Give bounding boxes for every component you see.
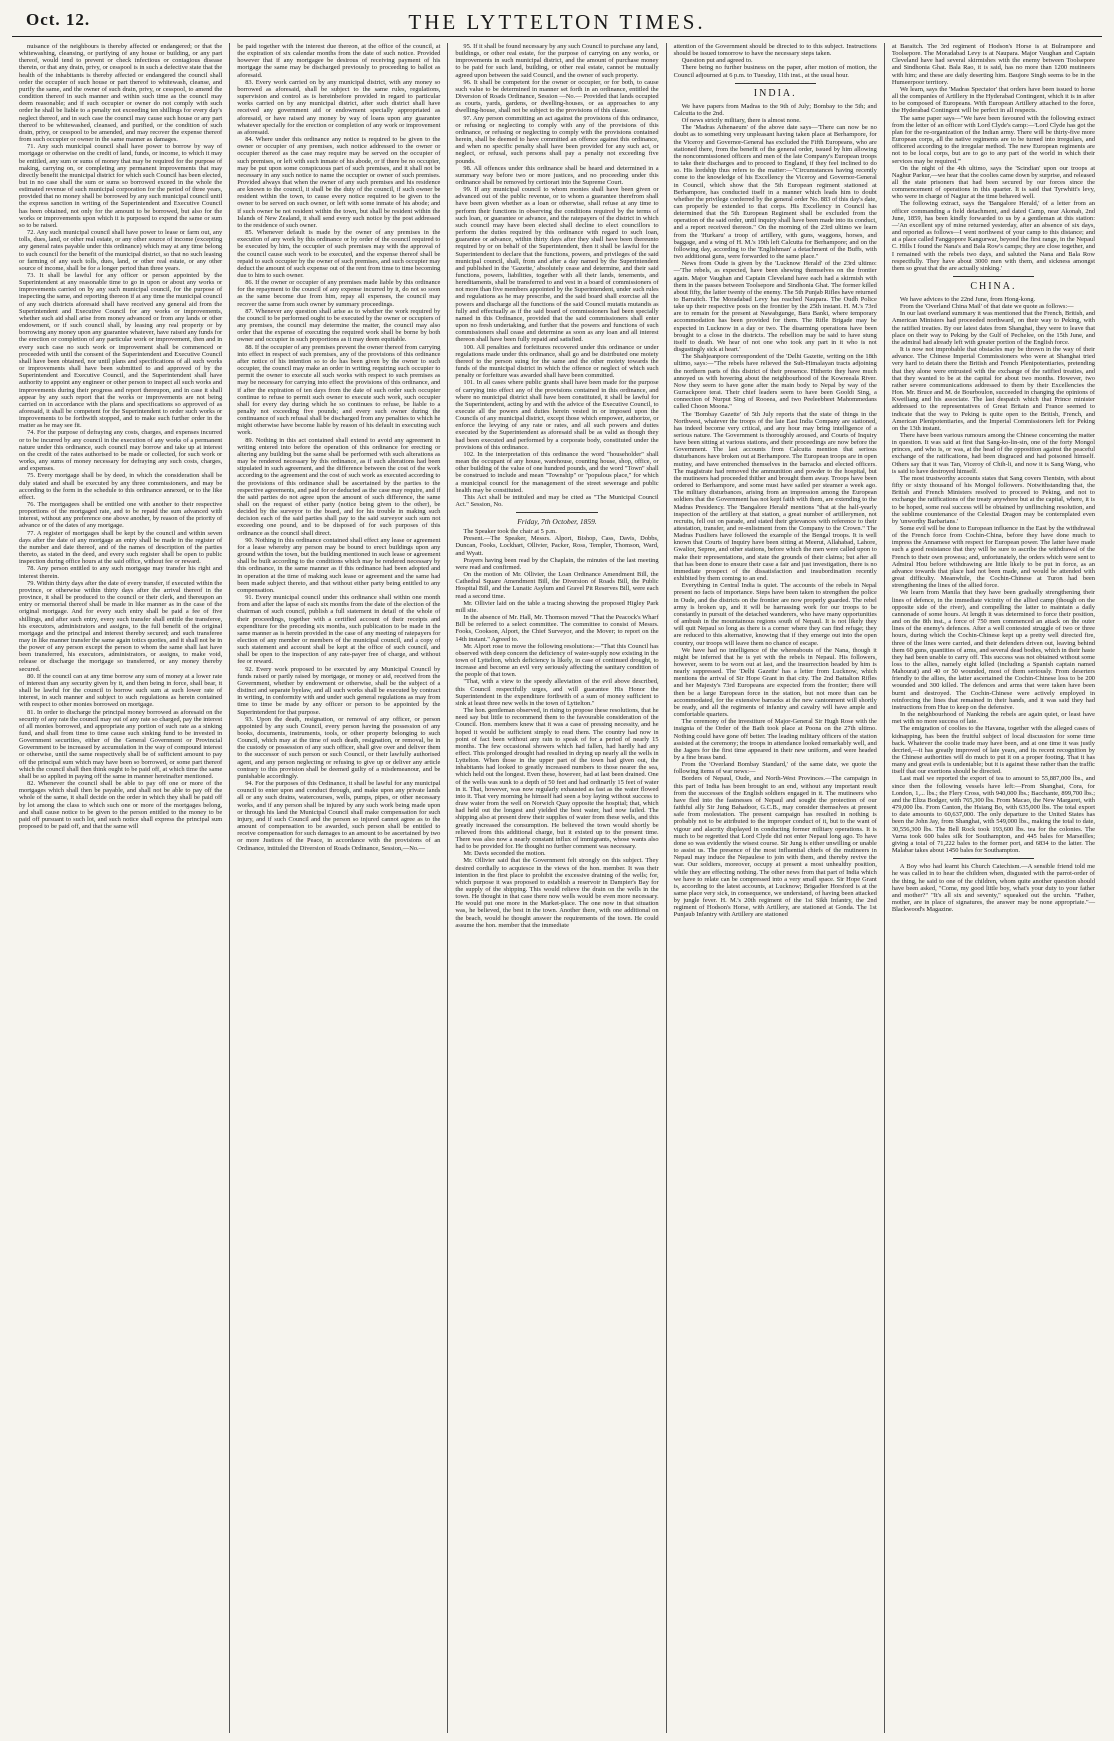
- article-paragraph: Of news strictly military, there is almost none.: [681, 117, 801, 125]
- article-paragraph: 79. Within thirty days after the date of every transfer, if executed within the province, or otherwise within thirty days after the arrival thereof in the province, it shall be produced to the council or their clerk, and thereupon an entry or memorial thereof shall be made in like manner as in the case of the original mortgage. And for every such entry shall be paid a fee of five shillings, and after such entry, every such transfer shall entitle the transferee, his executors, administrators and assigns, to the full benefit of the original mortgage and the principal and interest thereby secured; and such transferee may in like manner transfer the same again totics quoties, and it shall not be in the power of any person except the person to whom the same shall last have been transferred, his executors, administrators, or assigns, to make void, release or discharge the mortgage so transferred, or any money thereby secured.: [19, 579, 223, 673]
- article-paragraph: 84. Where under this ordinance any notice is required to be given to the owner or occupier of any premises, such notice addressed to the owner or occupier thereof as the case may require may be served on the occupier of such premises, or left with such inmate of his abode, or if there be no occupier, may be put upon some conspicuous part of such premises, and it shall not be necessary in any such notice to name the occupier or owner of such premises. Provided always that when the owner of any such premises and his residence are known to the council, it shall be the duty of the council, if such owner be resident within the town, to cause every notice required to be given to the owner to be served on such owner, or left with some inmate of his abode; and if such owner be not resident within the town, but shall be resident within the Islands of New Zealand, it shall send every such notice by the post addressed to the residence of such owner.: [237, 136, 441, 229]
- section-divider: [953, 276, 1034, 277]
- article-paragraph: 72. Any such municipal council shall have power to lease or farm out, any tolls, dues, land, or other real estate, or any other source of income (excepting any general rates payable under this ordinance) which may at any time belong to such council for the benefit of the municipal district, so that no such leasing or farming of any such tolls, dues, land, or other real estate, or any other source of income, shall be for a longer period than three years.: [19, 229, 223, 272]
- article-paragraph: Present.—The Speaker, Messrs. Alport, Bishop, Cass, Davis, Dobbs, Duncan, Fooks, Lockhart, Ollivier, Packer, Ross, Templer, Thomson, Ward, and Wyatt.: [455, 535, 659, 557]
- section-divider: [735, 83, 816, 84]
- columns: [12, 43, 1102, 1733]
- column-2: [230, 43, 448, 1733]
- column-1: [12, 43, 230, 1733]
- article-paragraph: 102. In the interpretation of this ordinance the word "householder" shall mean the occupant of any house, warehouse, counting house, shop, office, or other building of the value of one hundred pounds, and the word "Town" shall be construed to include and mean "Township" or "populous place," for which a municipal council for the management of the street sewerage and public health may be constituted.: [455, 450, 659, 494]
- article-paragraph: 91. Every municipal council under this ordinance shall within one month from and after the lapse of each six months from the date of the election of the chairman of such council, publish a full statement in detail of the whole of their proceedings, together with a certified account of their receipts and expenditure for the preceding six months, such publication to be made in the same manner as is herein provided in the case of any meeting of ratepayers for election of any member or members of the municipal council, and a copy of such statement and account shall be kept at the office of such council, and shall be open to the inspection of any rate-payer free of charge, and without fee or reward.: [237, 594, 441, 666]
- article-paragraph: We learn, says the 'Madras Spectator' that orders have been issued to horse all the companies of Artillery in the Hyderabad Contingent, which it is in after to be composed of Europeans. With European Artillery attached to the force, the Hyderabad Contingent will be perfect in all respects.: [891, 85, 1096, 115]
- article-paragraph: 81. In order to discharge the principal money borrowed as aforesaid on the security of any rate the council may out of any rate so charged, pay the interest of all monies borrowed, and appropriate any portion of such rate as a sinking fund, and shall from time to time cause such sinking fund to be invested in Government securities, either of the General Government or Provincial Government to be increased by accumulation in the way of compound interest or otherwise, until the same respectively shall be of sufficient amount to pay off the principal sum which may have been so borrowed, or some part thereof which the council shall then think ought to be paid off, at which time the same shall be so applied in paying off the same in manner hereinafter mentioned.: [19, 708, 223, 780]
- article-paragraph: We learn from Manila that they have been gradually strengthening their lines of defence, in the immediate vicinity of the allied camp (though on the opposite side of the river), and compelling the latter to maintain a daily cannonade of some hours. At length it was determined to force their position, and on the 8th inst., a force of 750 men commenced an attack on the outer lines of the enemy's defences. After a well contested struggle of two or three hours, during which the Cochin-Chinese kept up a pretty well directed fire, three of the lines were carried, and their defenders driven out, leaving behind them 60 guns, quantities of arms, and several dead bodies, which in their haste they had been unable to carry off. This success was not obtained without some loss to the allies, namely eight killed (including a Spanish captain named Mahourat) and 40 or 50 wounded, most of them seriously. From deserters friendly to the allies, the latter ascertained the Cochin-Chinese loss to be 200 wounded and 300 killed. The defences and arms that were taken have been burnt and destroyed. The Cochin-Chinese were actively employed in reinforcing the lines that remained in their hands, and it was said they had instructions from Hue to keep on the defensive.: [891, 589, 1096, 711]
- article-paragraph: Mr. Ollivier laid on the table a tracing showing the proposed Higley Park mill site.: [455, 599, 659, 614]
- article-paragraph: 85. Whenever default is made by the owner of any premises in the execution of any work by this ordinance or by order of the council required to be executed by him, the occupier of such premises may with the approval of the council cause such work to be executed, and the expense thereof shall be repaid to such occupier by the owner of such premises, and such occupier may deduct the amount of such expense out of the rent from time to time becoming due to him to such owner.: [237, 229, 441, 279]
- article-paragraph: 73. It shall be lawful for any officer or person appointed by the Superintendent at any reasonable time to go in upon or about any works or improvements carried on by any such municipal council, for the purpose of inspecting the same, and reporting thereon if at any time the municipal council of any such districts aforesaid shall have received any general aid from the Superintendent and Executive Council for any works or improvements, whether such aid shall arise from money advanced or from any lands or other endowment, or if such council shall, by leasing any real property or by borrowing any money upon any guarantee whatever, have raised any funds for the erection or completion of any particular work or improvement, then and in every such case no such work or improvement shall be commenced or proceeded with until the consent of the Superintendent and Executive Council shall have been obtained, nor until plans and specifications of all such works or improvements shall have been submitted to and approved of by the Superintendent and Executive Council, and the Superintendent shall have authority to appoint any engineer or other person to inspect all such works and improvements during their progress and report thereupon, and in case it shall appear by any such report that the works or improvements are not being carried on in accordance with the plans and specifications so approved of as aforesaid, it shall be competent for the Superintendent to order such works or improvements to be forthwith stopped, and to make such further order in the matter as he may see fit.: [19, 272, 223, 430]
- article-paragraph: There being no further business on the paper, after motion of motion, the Council adjourned at 6 p.m. to Tuesday, 11th inst., at the usual hour.: [673, 64, 877, 79]
- article-paragraph: Some evil will be done to European influence in the East by the withdrawal of the French force from Cochin-China, before they have done much to impress the Annamese with respect for European power. The latter have made such a good resistance that they will be sure to ascribe the withdrawal of the French to their own prowess; and, unfortunately, the orders which were sent to Admiral Hou before withdrawing are little likely to be put in force, as an advance towards that place had not been made, and would be attended with great difficulty. Meanwhile, the Cochin-Chinese at Turon had been strengthening the lines of the allied force.: [891, 525, 1096, 590]
- article-paragraph: 100. All penalties and forfeitures recovered under this ordinance or under regulations made under this ordinance, shall go and be distributed one moiety thereof to the person suing for the same and the other moiety towards the funds of the municipal district in which the offence or neglect of which such penalty or forfeiture was awarded shall have been committed.: [455, 343, 659, 380]
- article-paragraph: Mr. Davis seconded the motion.: [463, 850, 546, 858]
- article-paragraph: From the 'Overland China Mail' of that date we quote as follows:—: [899, 303, 1074, 311]
- article-paragraph: The following extract, says the 'Bangalore Herald,' of a letter from an officer commanding a field detachment, and dated Camp, near Akonah, 2nd June, 1859, has been kindly forwarded to us by a gentleman at this station:—'An excellent spy of mine returned yesterday, after an absence of six days, and reported as follows—I went northwest of your camp to this distance; and at a place called Fanggopore Kangurwar, beyond the first range, in the Nepaul C. Hills I found the Nana's and Bala Row's camps; they are close together, and I remained with the rebels two days, and saluted the Nana and Bala Row respectfully. They have about 3000 men with them, and sickness amongst them so great that the are actually sinking.': [891, 200, 1096, 272]
- article-paragraph: attention of the Government should be directed to to this subject. Instructions should be issued tomorrow to have the necessary steps taken.: [673, 43, 877, 58]
- article-paragraph: The Shahjeanpore correspondent of the 'Delhi Gazette, writing on the 18th ultimo, says:—"The rebels have relieved the Sub-Himalayan tracts adjoining the northern parts of this district of their presence. Hitherto they have much annoyed us with hovering about the neighbourhood of the Kowreeala River. Now they seem to have gone after the main body to Nepal by way of the Gurrackpore terai. Their chief leaders seem to have been Gooldi Sing, a connection of Nurput Sing of Rooeea, and two Peeleebheet Mahommedans called Choon Moona.": [673, 353, 877, 411]
- article-paragraph: The 'Madras Athenaeum' of the above date says—'There can now be no doubt as to something very unpleasant having taken place at Berhampore, for the Viceroy and Governor-General has excluded the Fifth Europeans, who are stationed there, from the benefit of the general order, issued by him allowing the noncommissioned officers and men of the late Company's European troops to take their discharges and to proceed to England, if they feel inclined to do so. His lordship thus refers to the matter:—"Circumstances having recently come to the knowledge of his Excellency the Viceroy and Governor-General in Council, which show that the 5th European regiment stationed at Berhampore, has conducted itself in a manner which leads him to doubt whether the privilege conferred by the general order No. 883 of this day's date, can properly be extended to that corps. His Excellency in Council has determined that the 5th European Regiment shall be excluded from the operation of the said order, until inquiry shall have been made into its conduct, and a report received thereon." On the morning of the 23rd ultimo we learn from the 'Hurkaru' a troop of artillery, with guns, waggons, horses, and baggage, and a wing of H. M.'s 19th left Calcutta for Berhampore; and on the following day, according to the 'Englishman' a detachment of the Buffs, with two additional guns, were forwarded to the same place.": [673, 124, 877, 261]
- article-paragraph: We have advices to the 22nd June, from Hong-kong.: [899, 296, 1036, 303]
- article-paragraph: In the absence of Mr. Hall, Mr. Thomson moved "That the Peacock's Wharf Bill be referred to a select committee. The committee to consist of Messrs. Fooks, Cookson, Alport, the Chief Surveyor, and the Mover; to report on the 14th instant." Agreed to.: [455, 614, 659, 643]
- section-heading: INDIA.: [753, 87, 797, 99]
- article-paragraph: A Boy who had learnt his Church Catechism.—A sensible friend told me he was called in to hear the children when, disgusted with the parrot-order of the thing, he said to one of the children, whom quite another question should have been asked, "Come, my good little boy, what's your duty to your father and mother?" "It's all six and seventy," squeaked out the urchin. "Father, mother, are in place of signatures, the answer may be none appropriate."—Blackwood's Magazine.: [891, 863, 1096, 914]
- article-paragraph: There have been various rumours among the Chinese concerning the matter in question. It was said at first that Sang-ko-lin-sin, one of the forty Mongol princes, and who is, or was, at the head of the opposition against the peaceful exchange of the ratifications, had been disgraced and had poisoned himself. Others say that it was Tan, Viceroy of Chih-li, and now it is Sang Wang, who is said to have destroyed himself.: [891, 431, 1096, 475]
- article-paragraph: We have papers from Madras to the 9th of July; Bombay to the 5th; and Calcutta to the 2nd.: [673, 102, 877, 117]
- article-paragraph: Last mail we reported the export of tea to amount to 55,887,000 lbs., and since then the following vessels have left:—From Shanghai, Cora, for London, 1,... lbs.; the Flery Cross, with 940,000 lbs.; Bacchante, 899,700 lbs.; and the Eliza Bodger, with 765,300 lbs. From Macao, the New Margaret, with 479,000 lbs. From Canton, the Hsiang Bo, with 635,000 lbs. The total export to date amounts to 60,637,000. The only departure to the United States has been the John Jay, from Shanghai, with 549,000 lbs., making the total to date, 30,556,300 lbs. The Bell Rock took 193,600 lbs. tea for the colonies. The Varna took 600 bales silk for Southampton, and 445 bales for Marseilles; giving a total of 71,222 bales to the former port, and 6834 to the latter. The Malabar takes about 1450 bales for Southampton.: [891, 775, 1096, 855]
- article-paragraph: 97. Any person committing an act against the provisions of this ordinance, or refusing or neglecting to comply with any of the provisions of this ordinance, or refusing or neglecting to comply with the provisions contained herein, shall be deemed to have committed an offence against this ordinance, and when no specific penalty shall have been provided for any such act, or neglect, or refusal, such persons shall pay a penalty not exceeding five pounds.: [455, 114, 659, 165]
- article-paragraph: Prayers having been read by the Chaplain, the minutes of the last meeting were read and confirmed.: [455, 556, 659, 571]
- article-paragraph: The Speaker took the chair at 5 p.m.: [463, 528, 557, 536]
- article-paragraph: 93. Upon the death, resignation, or removal of any officer, or person appointed by any such Council, every person having the possession of any books, documents, instruments, tools, or other property belonging to such Council, which may at the time of such death, resignation, or removal, be in the custody or possession of any such officer, shall give over and deliver them to the successor of such person or such Council, or their lawfully authorised agent, and any person neglecting or refusing to give up or deliver any article contrary to this provision shall be deemed guilty of a misdemeanour, and be punishable accordingly.: [237, 715, 441, 780]
- column-4: [667, 43, 885, 1733]
- article-paragraph: 77. A register of mortgages shall be kept by the council and within seven days after the date of any mortgage an entry shall be made in the register of the number and date thereof, and of the names of description of the parties thereto, as stated in the deed, and every such register shall be open to public inspection during office hours at the said office, without fee or reward.: [19, 529, 223, 566]
- section-divider: [953, 858, 1034, 859]
- article-paragraph: From the 'Overland Bombay Standard,' of the same date, we quote the following items of war news:—: [673, 761, 877, 776]
- article-paragraph: The emigration of coolies to the Havana, together with the alleged cases of kidnapping, has been the fruitful subject of local discussion for some time back. Whatever the coolie trade may have been, and at one time it was justly decried,—it has greatly improved of late years, and its recent recognition by the Chinese authorities will do much to put it on a proper footing. That it has many and great evils is undeniable; but it is against these rather than the traffic itself that our exertions should be directed.: [891, 725, 1096, 776]
- article-paragraph: In our last overland summary it was mentioned that the French, British, and American Ministers had proceeded northward, on their way to Peking, with the ratified treaties. By our latest dates from Shanghai, they were to leave that place on their way to Peking by the Gulf of Pechelee, on the 15th June, and the admiral had already left with greater portion of the English force.: [891, 310, 1096, 346]
- article-paragraph: 76. The mortgagees shall be entitled one with another to their respective proportions of the mortgaged rate, and to be repaid the sum advanced with interest, without any preference one above another, by reason of the priority of advance or of the dates of any mortgage.: [19, 501, 223, 530]
- article-paragraph: Question put and agreed to.: [681, 57, 753, 65]
- article-paragraph: It is now not improbable that obstacles may be thrown in the way of their advance. The Chinese Imperial Commissioners who were at Shanghai tried very hard to detain there the British and French Plenipotentiaries, pretending that they alone were entrusted with the exchange of the ratified treaties, and that they wanted to be at the capital for about two months. However, two rather severe communications addressed to them by their Excellencies the Hon. Mr. Bruce and M. de Bourboulon, succeeded in changing the opinions of Kweiliang and his associate. The last despatch which that Prince minister addressed to the representatives of Great Britain and France seemed to indicate that the way to Peking is quite open to the British, French, and American Plenipotentiaries, and the Imperial Commissioners left for Peking on the 13th instant.: [891, 346, 1096, 432]
- article-paragraph: at Baraitch. The 3rd regiment of Hodson's Horse is at Bulrampore and Toolsepore. The Moradabad Levy is at Naupara. Major Vaughan and Captain Cleveland have had several skirmishes with the enemy between Toolsepore and Sindhonia Ghat. Bala Rao, it is said, has no more than 1200 mutineers with him; and these are daily deserting him. Baujore Singh seems to be in the Humeerpoor territory.: [891, 43, 1096, 86]
- article-paragraph: 80. If the council can at any time borrow any sum of money at a lower rate of interest than any security given by it, and then being in force, shall bear, it shall be lawful for the council to borrow such sum at such lower rate of interest, in such manner and subject to such regulations as herein contained with respect to other monies borrowed on mortgage.: [19, 672, 223, 709]
- article-paragraph: 99. If any municipal council to whom monies shall have been given or advanced out of the public revenue, or to whom a guarantee therefrom shall have been given whether as a loan or otherwise, shall refuse at any time to perform their functions in observing the conditions required by the terms of such loan, or guarantee or advance, and the ratepayers of the district in which such council may have been elected shall decline to elect councillors to perform the duties required by this ordinance with regard to such loan, guarantee or advance, within thirty days after they shall have been thereunto required by or on behalf of the Superintendent, then it shall be lawful for the Superintendent to declare that the functions, powers, and privileges of the said municipal council, shall, from and after a day named by the Superintendent and published in the 'Gazette,' absolutely cease and determine, and their said functions, powers, liabilities, together with all their lands, tenements, and hereditaments, shall be transferred to and vest in a board of commissioners of not more than five members appointed by the Superintendent, under such rules and regulations as he may prescribe, and the said board shall exercise all the powers and discharge all the functions of the said Council mutatis mutandis as fully and effectually as if the said board of commissioners had been specially named in this Ordinance, provided that the said commissioners shall enter upon no fresh undertaking, and further that the powers and functions of such commissioners shall cease and determine as soon as any loan and all interest thereon shall have been fully repaid and satisfied.: [455, 186, 659, 344]
- dateline: Friday, 7th October, 1859.: [517, 517, 597, 527]
- article-paragraph: 74. For the purpose of defraying any costs, charges, and expenses incurred or to be incurred by any council in the execution of any works of a permanent nature under this ordinance, such council may borrow and take up at interest on the credit of the rates authorised to be made or collected, for such work or works, any sums of money necessary for defraying any such costs, charges, and expenses.: [19, 429, 223, 473]
- article-paragraph: 78. Any person entitled to any such mortgage may transfer his right and interest therein.: [19, 565, 223, 580]
- article-paragraph: Mr. Ollivier said that the Government felt strongly on this subject. They desired cordially to acquiesce in the views of the hon. member. It was their intention in the first place to prohibit the excessive draining of the wells; for, which purpose it was proposed to establish a reservoir in Dampier's Bay for the supply of the shipping. This would relieve the drain on the wells in the town. He thought in that case there now wells would be even more necessary. He would put one more in the Market-place. The one now in that situation was, he believed, the best in the town. Another there, with one additional on the beach, would he thought answer the requirements of the town. He could assume the hon. member that the immediate: [455, 857, 659, 929]
- article-paragraph: 94. For the purposes of this Ordinance, it shall be lawful for any municipal council to enter upon and conduct through, and make upon any private lands all or any such drains, watercourses, wells, pumps, pipes, or other necessary works, and if any person shall be injured by any such work being made upon or through his land the Municipal Council shall make compensation for such injury, and if such Council and the person so injured cannot agree as to the amount of compensation to be awarded, such person shall be entitled to receive compensation for such damages to an amount to be ascertained by two or more Justices of the Peace, in accordance with the provisions of an Ordinance, intituled the Diversion of Roads Ordinance, Session,—No.—: [237, 780, 441, 852]
- article-paragraph: The most trustworthy accounts states that Sang covers Tientsin, with about fifty or sixty thousand of his Mongol followers. Notwithstanding that, the British and French Ministers resolved to proceed to Peking, and not to exchange the ratifications of the treaty anywhere but at the capital, where, it is to be hoped, some real success will be obtained by unflinching resolution, and the sublime countenance of the Celestial Dragon may be contemplated even by 'unworthy Barbarians.': [891, 474, 1096, 525]
- article-paragraph: 101. In all cases where public grants shall have been made for the purpose of carrying into effect any of the provisions contained in this ordinance, and where no municipal district shall have been constituted, it shall be lawful for the Superintendent, acting by and with the advice of the Executive Council, to execute all the powers and duties herein vested in or imposed upon the Councils of any municipal district, except those which empower, authorize, or enforce the levying of any rate or rates, and all such powers and duties executed by the Superintendent as aforesaid shall be as valid as though they had been executed and performed by a corporate body, constituted under the provisions of this ordinance.: [455, 379, 659, 451]
- article-paragraph: On the night of the 4th ultimo, says the 'Scindian' upon our troops at Naghur Parkur,—we hear that the coolies came down by surprise, and released all the state prisoners that had been secured by our forces since the commencement of operations in this quarter. It is said that Tyrwhitt's levy, who were in charge of Nagiur at the time behaved well.: [891, 164, 1096, 201]
- issue-date: Oct. 12.: [26, 10, 91, 29]
- article-paragraph: The 'Bombay Gazette' of 5th July reports that the state of things in the Northwest, whatever the troops of the late East India Company are stationed, has indeed become very critical, and any hour may bring intelligence of a serious nature. The Government is thoroughly aroused, and Courts of Inquiry have been sitting at various stations, and their proceedings are now before the Government. The last accounts from Calcutta mention that serious disturbances have broken out at Berhampore. The European troops are in open mutiny, and have entrenched themselves in the barracks and elected officers. The magistrate had removed the ammunition and powder to the hospital, but the mutineers had proceeded thither and brought them away. Troops have been ordered to Berhampore, and some must have sailed per steamer a week ago. The military disturbances, arising from an impression among the European soldiers that the Government has not kept faith with them, are extending to the Madras Presidency. The 'Bangalore Herald' mentions "that at the half-yearly inspection of the artillery at that station, a great number of artillerymen, not recruits, fell out on parade, and stated their grievances with reference to their attestation, transfer, and re-enlistment from the Company to the Crown." The Madras Fusiliers have followed the example of the Bengal troops. It is well known that Courts of Inquiry have been sitting at Meerut, Allahabad, Lahore, Gwalior, Sepree, and other stations, before which the men were called upon to make their representations, and state the grounds of their claims; but after all that has been done to ensure their case a fair and just investigation, there is no immediate prospect of the dissatisfaction and insubordination recently exhibited by them coming to an end.: [673, 410, 877, 583]
- article-paragraph: The hon. gentleman observed, in rising to propose these resolutions, that he need say but little to recommend them to the favourable consideration of the Council. Hon. members knew that it was a case of pressing necessity, and he hoped it would be sufficient simply to read them. The country had now in point of fact been without any rain to speak of for a period of nearly 15 months. The few occasional showers which had fallen, had hardly had any effect. This prolonged drought had resulted in drying up nearly all the wells in Lyttelton. When those in the upper part of the town had given out, the inhabitants had looked to greatly increased numbers to those nearer the sea, which held out the longest. Even these, however, had at last been drained. One of the wells was sunk to a depth of 50 feet and had ordinarily 15 feet of water in it. That, however, was now regularly exhausted as fast as the water flowed into it. That very morning he himself had seen a boy laying without success to draw water from the well on Norwich Quay opposite the hospital; that, which had held out the longest and yielded the best water, had now failed. The shipping also at present drew their supplies of water from these wells, and this greatly increased the consumption. He believed the town would shortly be relieved from this additional charge, but it existed up to the present time. There was also now a nearly constant influx of immigrants, whose wants also had to be provided for. He thought no further comment was necessary.: [455, 707, 659, 851]
- article-paragraph: On the motion of Mr. Ollivier, the Loan Ordinance Amendment Bill, the Cathedral Square Amendment Bill, the Diversion of Roads Bill, the Public Hospital Bill, and the Lunatic Asylum and Gravel Pit Reserves Bill, were each read a second time.: [455, 571, 659, 600]
- article-paragraph: News from Oude is given by the 'Lucknow Herald' of the 23rd ultimo:—'The rebels, as expected, have been shewing themselves on the frontier again. Major Vaughan and Captain Cleveland have each had a skirmish with them in the passes between Toolsepore and Sindhonia Ghat. The former killed about fifty, the latter twenty of the enemy. The 5th Punjab Rifles have returned to Barraitch. The Moradabad Levy has reached Naupara. The Oudh Police take up their respective posts on the frontier by the 25th instant. H. M.'s 73rd are to remain for the present at Nawabgunge, Bara Banki, where temporary accommodation has been provided for them. The Rifle Brigade may be expected in Lucknow in a day or two. The disarming operations have been brought to a close in the districts. The rebellion may be said to have stung itself to death. We hear of not one who took any part in it who is not disgustingly sick at heart.': [673, 260, 877, 354]
- article-paragraph: 71. Any such municipal council shall have power to borrow by way of mortgage or otherwise on the credit of land, funds, or income, to which it may be entitled, any sum or sums of money that may be required for the purpose of making, carrying on, or completing any permanent improvements that may directly benefit the municipal district for which such Council has been elected, but in no case shall the sum or sums so borrowed exceed in the whole the estimated revenue of such municipal corporation for the period of three years, provided that no money shall be borrowed by any such municipal council until the express sanction in writing of the Superintendent and Executive Council has been obtained, not only for the amount to be borrowed, but also for the works or improvements upon which it is purposed to expend the same or sum so to be raised.: [19, 143, 223, 229]
- column-3: [448, 43, 666, 1733]
- article-paragraph: 89. Nothing in this act contained shall extend to avoid any agreement in writing entered into before the operation of this ordinance for erecting or altering any building but the same shall be performed with such alterations as may be rendered necessary by this ordinance, as if such alterations had been stipulated in such agreement, and the difference between the cost of the work according to the agreement and the cost of such work as executed according to the provisions of this ordinance shall be ascertained by the parties to the respective agreements, and paid for or deducted as the case may require, and if the said parties do not agree upon the amount of such difference, the same shall on the request of either party (notice being given to the other), be decided by the surveyor to the board, and for his trouble in making such decision each of the said parties shall pay to the said surveyor such sum not exceeding one pound, and to be disposed of for such purposes of this ordinance as the council shall direct.: [237, 436, 441, 537]
- article-paragraph: 95. If it shall be found necessary by any such Council to purchase any land, buildings, or other real estate, for the purpose of carrying on any works, or improvements in such municipal district, and the amount of purchase money to be paid for such land, building, or other real estate, cannot be mutually agreed upon between the said Council, and the owner of such property.: [455, 43, 659, 79]
- article-paragraph: 75. Every mortgage shall be by deed, in which the consideration shall be duly stated and shall be executed by any three commissioners, and may be according to the form in the schedule to this ordinance annexed, or to the like effect.: [19, 472, 223, 501]
- article-paragraph: Mr. Alport rose to move the following resolutions:—"That this Council has observed with deep concern the deficiency of water-supply now existing in the town of Lyttelton, which deficiency is likely, in case of continued drought, to increase and become an evil very seriously affecting the sanitary condition of the people of that town.: [455, 642, 659, 679]
- article-paragraph: 96. It shall be competent for the owner or occupier, or for both, to cause such value to be determined in manner set forth in an ordinance, entitled the Diversion of Roads Ordinance, Session —No.— Provided that lands occupied as courts, yards, gardens, or dwelling-houses, or as approaches to any dwelling-house, shall not be subject to the provisions of this clause.: [455, 78, 659, 115]
- article-paragraph: 83. Every work carried on by any municipal district, with any money so borrowed as aforesaid, shall be subject to the same rules, regulations, supervision and control as is hereinbefore provided in regard to particular works carried on by any municipal district, after such district shall have received any government aid or endowment specially appropriated as aforesaid, or have raised any money by way of loans upon any guarantee whatever specially for the erection or completion of any work or improvement as aforesaid.: [237, 78, 441, 136]
- section-heading: CHINA.: [970, 281, 1017, 292]
- article-paragraph: 90. Nothing in this ordinance contained shall effect any lease or agreement for a lease whereby any person may be bound to erect buildings upon any ground within the town, but the building mentioned in such lease or agreement shall be built according to the conditions which may be rendered necessary by this ordinance, in the same manner as if this ordinance had been adopted and in operation at the time of making such lease or agreement and the same had been made subject thereto, and that without either party being entitled to any compensation.: [237, 536, 441, 594]
- article-paragraph: We have had no intelligence of the whereabouts of the Nana, though it might be inferred that he is yet with the rebels in Nepaul. His followers, however, seem to be worn out at last, and the insurrection headed by him is nearly suppressed. The 'Delhi Gazette' has a letter from Lucknow, which mentions the arrival of Sir Hope Grant in that city. The 2nd Battalion Rifles and her Majesty's 73rd Europeans are expected from the frontier; there will then be a large European force in the station, but not more than can be accommodated, for the extensive barracks at the new cantonment will shortly be ready, and all the regiments of infantry and cavalry will have ample and comfortable quarters.: [673, 646, 877, 719]
- article-paragraph: Everything in Central India is quiet. The accounts of the rebels in Nepal present no facts of importance. Steps have been taken to strengthen the police in Oude, and the districts on the frontier are now properly guarded. The rebel army is broken up, and it will be harrassing work for our troops to be constantly in pursuit of the detached wanderers, who have many opportunities of ambush in the mountainous regions south of Nepaul. It is not likely they will quit Nepaul so long as there is a corner where they can find refuge; they are reduced to this alternative, knowing that if they emerge out into the open country, our troops will leave them no chance of escape.: [673, 582, 877, 647]
- article-paragraph: This Act shall be intituled and may be cited as "The Municipal Council Act." Session, No.: [455, 493, 659, 508]
- section-divider: [516, 512, 597, 513]
- article-paragraph: nuisance of the neighbours is thereby affected or endangered; or that the whitewashing, cleansing, or purifying of any house or building, or any part thereof, would tend to prevent or check infectious or contagious disease therein, or that any drain, privy, or cesspool is in such a defective state that the health of the inhabitants is thereby affected or endangered the council shall order the occupier of such house or part thereof to whitewash, cleanse, and purify the same, and the owner of such drain, privy, or cesspool, to amend the condition thereof in such manner and within such time as the council may deem reasonable; and if such occupier or owner do not comply with such order he shall be liable to a penalty not exceeding ten shillings for every day's neglect thereof, and in such case the council may cause such house or any part thereof to be whitewashed, cleansed, and purified, or the condition of such drain, privy, or cesspool to be amended, and may recover the expense thereof from such occupier or owner in the same manner as damages.: [19, 43, 223, 144]
- article-paragraph: Borders of Nepaul, Oude, and North-West Provinces.—The campaign in this part of India has been brought to an end, without any important result from the successes of the English soldiers engaged in it. The mutineers who have fled into the fastnesses of Nepaul and sought the protection of our faithful ally Sir Jung Bahadoor, G.C.B., may consider themselves at present safe from molestation. The present campaign has resulted in nothing is probably not to be attributed to the improper conduct of it, but to the want of vigour and alacrity displayed in conducting former military operations. It is much to be regretted that Lord Clyde did not enter Nepaul long ago. To have done so was evidently the wisest course. Sir Jung is either unwilling or unable to assist us. The presence of the most influential chiefs of the mutineers in Nepaul may induce the Nepaulese to join with them, and thereby revive the war. Our soldiers, moreover, occupy at present a most unhealthy position, while they are effecting nothing. The other news from that part of India which we have to relate can be compressed into a very small space. Sir Hope Grant is, according to the latest accounts, at Lucknow; Brigadier Horsford is at the same place very sick, in consequence, we understand, of having been attacked by jungle fever. H. M.'s 20th regiment of the 1st Sikh Infantry, the 2nd regiment of Hodson's Horse, with Artillery, are stationed at Gonda. The 1st Punjaub Infantry with Artillery are stationed: [673, 775, 877, 919]
- article-paragraph: 98. All offences under this ordinance shall be heard and determined in a summary way before two or more justices, and no proceeding under this ordinance shall be removed by certiorari into the Supreme Court.: [455, 164, 659, 186]
- article-paragraph: 88. If the occupier of any premises prevent the owner thereof from carrying into effect in respect of such premises, any of the provisions of this ordinance after notice of his intention so to do has been given by the owner to such occupier, the council may make an order in writing requiring such occupier to permit the owner to execute all such works with respect to such premises as may be necessary for carrying into effect the provisions of this ordinance, and if after the expiration of ten days from the date of such order such occupier continue to refuse to permit such owner to execute such work, such occupier shall for every day during which he so continues to refuse, be liable to a penalty not exceeding five pounds; and every such owner during the continuance of such refusal shall be discharged from any penalties to which he might otherwise have become liable by reason of his default in executing such work.: [237, 343, 441, 437]
- masthead: [12, 10, 1102, 37]
- column-5: [885, 43, 1102, 1733]
- article-paragraph: be paid together with the interest due thereon, at the office of the council, at the expiration of six calendar months from the date of such notice. Provided however that if any mortgagee be desirous of receiving payment of his mortgage the same may be discharged previously to proceeding to ballot as aforesaid.: [237, 43, 441, 79]
- article-paragraph: The same paper says—"We have been favoured with the following extract from the letter of an officer with Lord Clyde's camp:—'Lord Clyde has got the plan for the re-organization of the Indian army. There will be thirty-five more European corps, all the native regiments are to be turned into irregulars, and officered according to the irregular method. The new European regiments are not to be local corps, but are to go to any part of the world in which their services may be required.'": [891, 114, 1096, 165]
- article-paragraph: 82. Whenever the council shall be able to pay off one or more of the mortgages which shall then be payable, and shall not be able to pay off the whole of the same, it shall decide on the order in which they shall be paid off by lot among the class to which such one or more of the mortgages belong, and shall cause notice to be given to the person entitled to the money to be paid off pursuant to such lot, and such notice shall express the principal sum proposed to be paid off, and that the same will: [19, 780, 223, 831]
- article-paragraph: 92. Every work proposed to be executed by any Municipal Council by funds raised or partly raised by mortgage, or money or aid, received from the Government, whether by endowment or otherwise, shall be the subject of a distinct and separate byelaw, and all such works shall be executed by contract in writing, in conformity with and under such general regulations as may from time to time be made by any officer or person to be appointed by the Superintendent for that purpose.: [237, 665, 441, 716]
- newspaper-title: THE LYTTELTON TIMES.: [408, 10, 706, 34]
- article-paragraph: The ceremony of the investiture of Major-General Sir Hugh Rose with the insignia of the Order of the Bath took place at Poona on the 27th ultimo. Nothing could have gone off better. The leading military officers of the station assisted at the ceremony; the troops in attendance looked remarkably well, and the Jagers for the first time appeared in their new uniform, and were headed by a fine brass band.: [673, 718, 877, 761]
- article-paragraph: "That, with a view to the speedy alleviation of the evil above described, this Council respectfully urges, and will guarantee His Honor the Superintendent in the expenditure forthwith of a sum of money sufficient to sink at least three new wells in the town of Lyttelton.": [455, 678, 659, 707]
- article-paragraph: 86. If the owner or occupier of any premises made liable by this ordinance for the repayment to the council of any expense incurred by it, do not so soon as the same become due from him, repay all expenses, the council may recover the same from such owner by summary proceedings.: [237, 279, 441, 308]
- article-paragraph: In the neighbourhood of Nanking the rebels are again quiet, or least have met with no more success of late.: [891, 711, 1096, 726]
- article-paragraph: 87. Whenever any question shall arise as to whether the work required by the council to be performed ought to be executed by the owner or occupiers of any premises, the council may determine the matter, the council may also order that the expense of executing the required work shall be borne by both owner and occupier in such proportions as it may deem equitable.: [237, 307, 441, 344]
